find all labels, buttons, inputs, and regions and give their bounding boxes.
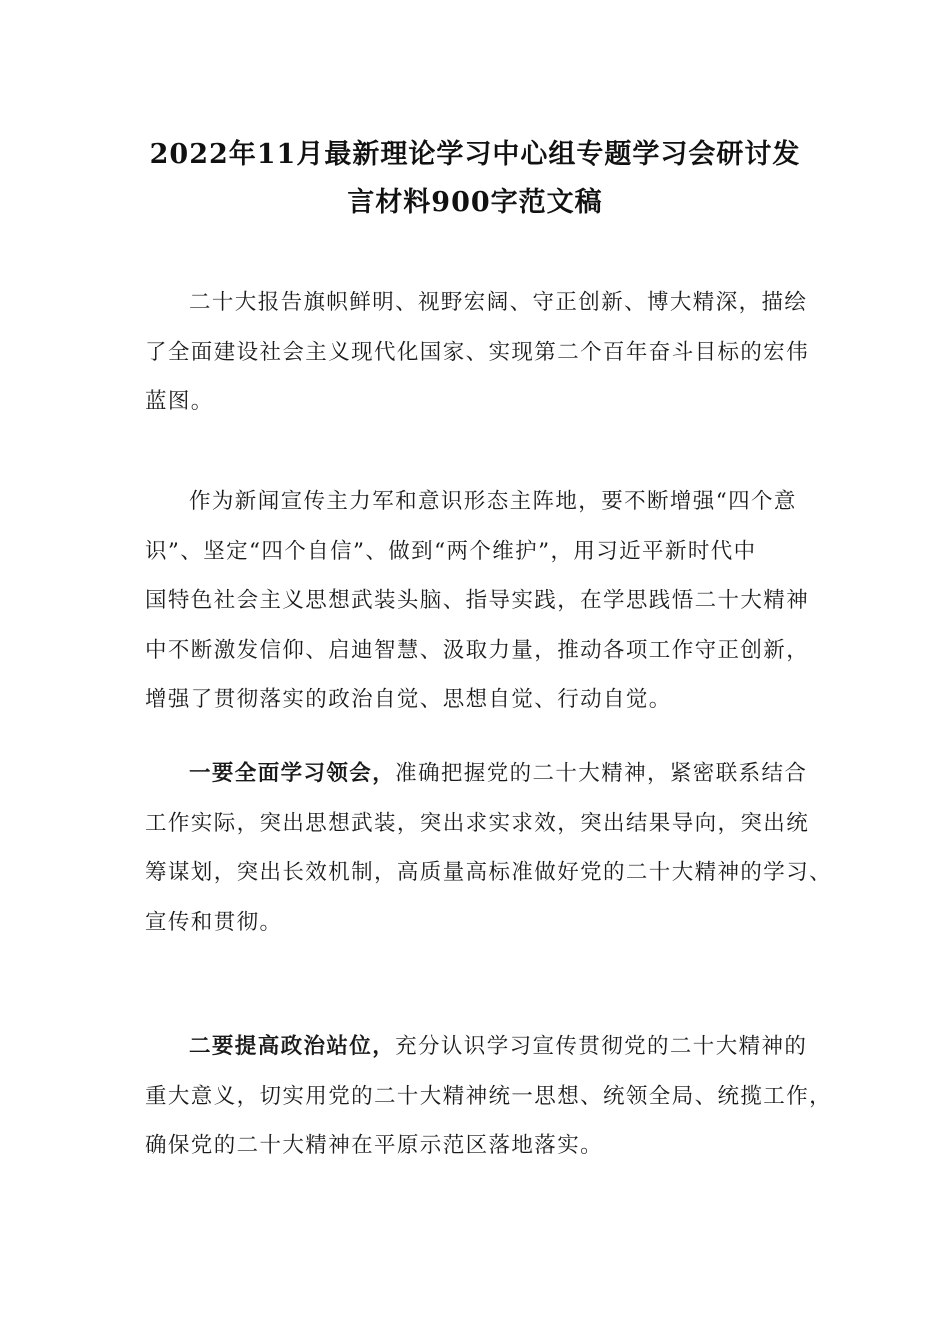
paragraph-line: 确保党的二十大精神在平原示范区落地落实。 bbox=[145, 1133, 604, 1158]
paragraph-line: 二十大报告旗帜鲜明、视野宏阔、守正创新、博大精深，描绘 bbox=[189, 290, 808, 315]
paragraph-4 bbox=[145, 1022, 833, 1171]
paragraph-line: 蓝图。 bbox=[145, 389, 214, 414]
paragraph-line: 了全面建设社会主义现代化国家、实现第二个百年奋斗目标的宏伟 bbox=[145, 339, 810, 365]
paragraph-lead-heading: 一要全面学习领会， bbox=[189, 761, 396, 786]
document-title-line-1: 2022年11月最新理论学习中心组专题学习会研讨发 bbox=[149, 139, 801, 170]
paragraph-line: 作为新闻宣传主力军和意识形态主阵地，要不断增强“四个意 bbox=[189, 489, 797, 514]
paragraph-1 bbox=[145, 278, 811, 427]
paragraph-lead-heading: 二要提高政治站位， bbox=[189, 1034, 396, 1059]
paragraph-first-line bbox=[145, 749, 811, 799]
paragraph-first-line bbox=[145, 1022, 811, 1072]
paragraph-2 bbox=[145, 477, 811, 725]
paragraph-line: 国特色社会主义思想武装头脑、指导实践，在学思践悟二十大精神 bbox=[145, 588, 810, 613]
paragraph-line-text: 准确把握党的二十大精神，紧密联系结合 bbox=[395, 761, 808, 786]
paragraph-line: 筹谋划，突出长效机制，高质量高标准做好党的二十大精神的学习、 bbox=[145, 860, 833, 885]
paragraph-line: 工作实际，突出思想武装，突出求实求效，突出结果导向，突出统 bbox=[145, 810, 810, 836]
document-title-line-2: 言材料900字范文稿 bbox=[347, 187, 603, 218]
paragraph-line-text: 充分认识学习宣传贯彻党的二十大精神的 bbox=[395, 1034, 808, 1059]
paragraph-line: 中不断激发信仰、启迪智慧、汲取力量，推动各项工作守正创新， bbox=[145, 637, 810, 663]
paragraph-line: 重大意义，切实用党的二十大精神统一思想、统领全局、统揽工作， bbox=[145, 1083, 833, 1109]
paragraph-line: 增强了贯彻落实的政治自觉、思想自觉、行动自觉。 bbox=[145, 687, 672, 712]
paragraph-3 bbox=[145, 749, 833, 947]
paragraph-line: 识”、坚定“四个自信”、做到“两个维护”，用习近平新时代中 bbox=[145, 538, 757, 564]
paragraph-line: 宣传和贯彻。 bbox=[145, 909, 283, 935]
